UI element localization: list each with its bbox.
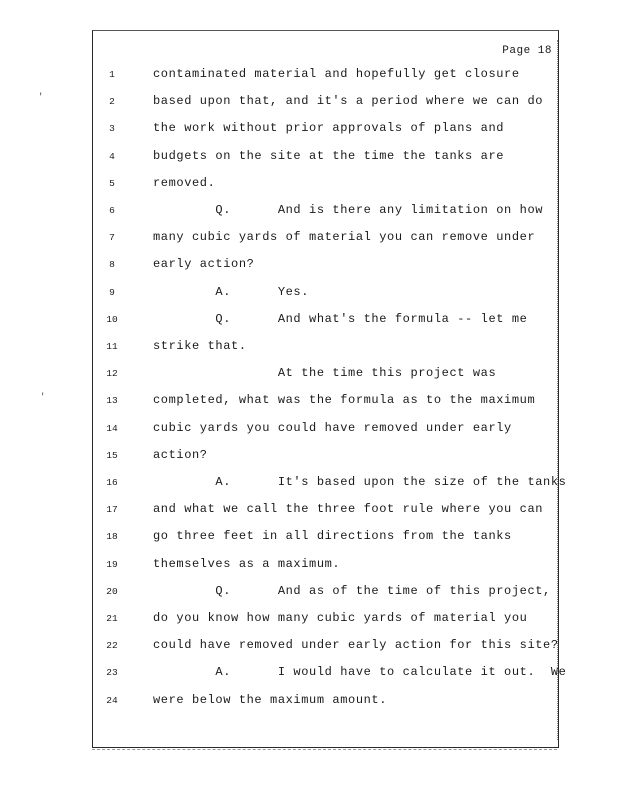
transcript-line — [93, 285, 558, 301]
line-number: 1 — [109, 69, 115, 80]
line-text: action? — [153, 447, 208, 462]
line-text: budgets on the site at the time the tanks are — [153, 148, 505, 163]
line-number: 8 — [109, 259, 115, 271]
transcript-line — [93, 257, 558, 273]
line-number: 13 — [106, 395, 118, 407]
line-text: removed. — [153, 175, 216, 190]
line-text: could have removed under early action for this site? — [153, 638, 559, 653]
line-number: 5 — [109, 177, 115, 189]
line-number: 10 — [106, 313, 118, 325]
scan-edge-artifact — [557, 40, 562, 740]
line-text: Q. And what's the formula -- let me — [153, 311, 528, 326]
line-text: Q. And as of the time of this project, — [153, 583, 551, 598]
transcript-line — [93, 448, 558, 464]
line-text: were below the maximum amount. — [153, 692, 388, 707]
line-text: A. It's based upon the size of the tanks — [153, 475, 567, 489]
line-number: 19 — [106, 558, 118, 570]
transcript-line — [93, 121, 558, 137]
line-number: 12 — [106, 368, 118, 380]
line-text: strike that. — [153, 339, 247, 353]
scan-speck: ' — [40, 392, 46, 402]
line-number: 20 — [106, 585, 118, 597]
line-number: 3 — [109, 123, 115, 135]
line-number: 11 — [106, 341, 118, 352]
line-number: 9 — [109, 286, 115, 298]
line-text: do you know how many cubic yards of material you — [153, 611, 528, 625]
scan-bottom-artifact — [92, 749, 557, 750]
transcript-line — [93, 557, 558, 573]
transcript-line — [93, 638, 558, 654]
line-text: based upon that, and it's a period where we can do — [153, 94, 544, 109]
line-text: completed, what was the formula as to the maximum — [153, 393, 536, 408]
line-number: 24 — [106, 694, 118, 706]
line-number: 23 — [106, 667, 118, 679]
page-number: Page 18 — [502, 45, 552, 57]
transcript-page — [92, 30, 567, 748]
line-number: 7 — [109, 232, 115, 244]
line-number: 22 — [106, 640, 118, 652]
transcript-line — [93, 421, 558, 437]
line-text: many cubic yards of material you can remove under — [153, 230, 536, 245]
line-number: 17 — [106, 504, 118, 516]
line-number: 14 — [106, 422, 118, 434]
transcript-line — [93, 312, 558, 328]
line-number: 21 — [106, 613, 118, 624]
line-number: 18 — [106, 531, 118, 543]
transcript-line — [93, 393, 558, 409]
transcript-line — [93, 230, 558, 246]
line-text: contaminated material and hopefully get closure — [153, 67, 520, 81]
transcript-line — [93, 67, 558, 83]
transcript-line — [93, 584, 558, 600]
transcript-line — [93, 176, 558, 192]
transcript-line — [93, 529, 558, 545]
line-text: A. Yes. — [153, 284, 310, 299]
line-number: 16 — [106, 477, 118, 488]
transcript-line — [93, 475, 567, 491]
scan-speck: ' — [38, 92, 44, 102]
line-number: 2 — [109, 96, 115, 108]
line-text: go three feet in all directions from the tanks — [153, 529, 512, 544]
transcript-line — [93, 611, 558, 627]
line-number: 4 — [109, 150, 115, 162]
line-text: themselves as a maximum. — [153, 556, 341, 571]
line-text: cubic yards you could have removed under early — [153, 420, 512, 435]
transcript-line — [93, 502, 558, 518]
line-text: and what we call the three foot rule where you can — [153, 502, 544, 517]
line-number: 15 — [106, 449, 118, 461]
transcript-line — [93, 94, 558, 110]
transcript-line — [93, 149, 558, 165]
transcript-line — [93, 203, 558, 219]
line-text: early action? — [153, 257, 255, 272]
line-text: the work without prior approvals of plans and — [153, 121, 505, 136]
transcript-line — [93, 339, 558, 355]
transcript-line — [93, 366, 558, 382]
line-text: Q. And is there any limitation on how — [153, 203, 544, 217]
line-text: A. I would have to calculate it out. We — [153, 665, 567, 680]
transcript-line — [93, 693, 558, 709]
transcript-line — [93, 665, 567, 681]
line-number: 6 — [109, 205, 115, 216]
line-text: At the time this project was — [153, 366, 497, 381]
